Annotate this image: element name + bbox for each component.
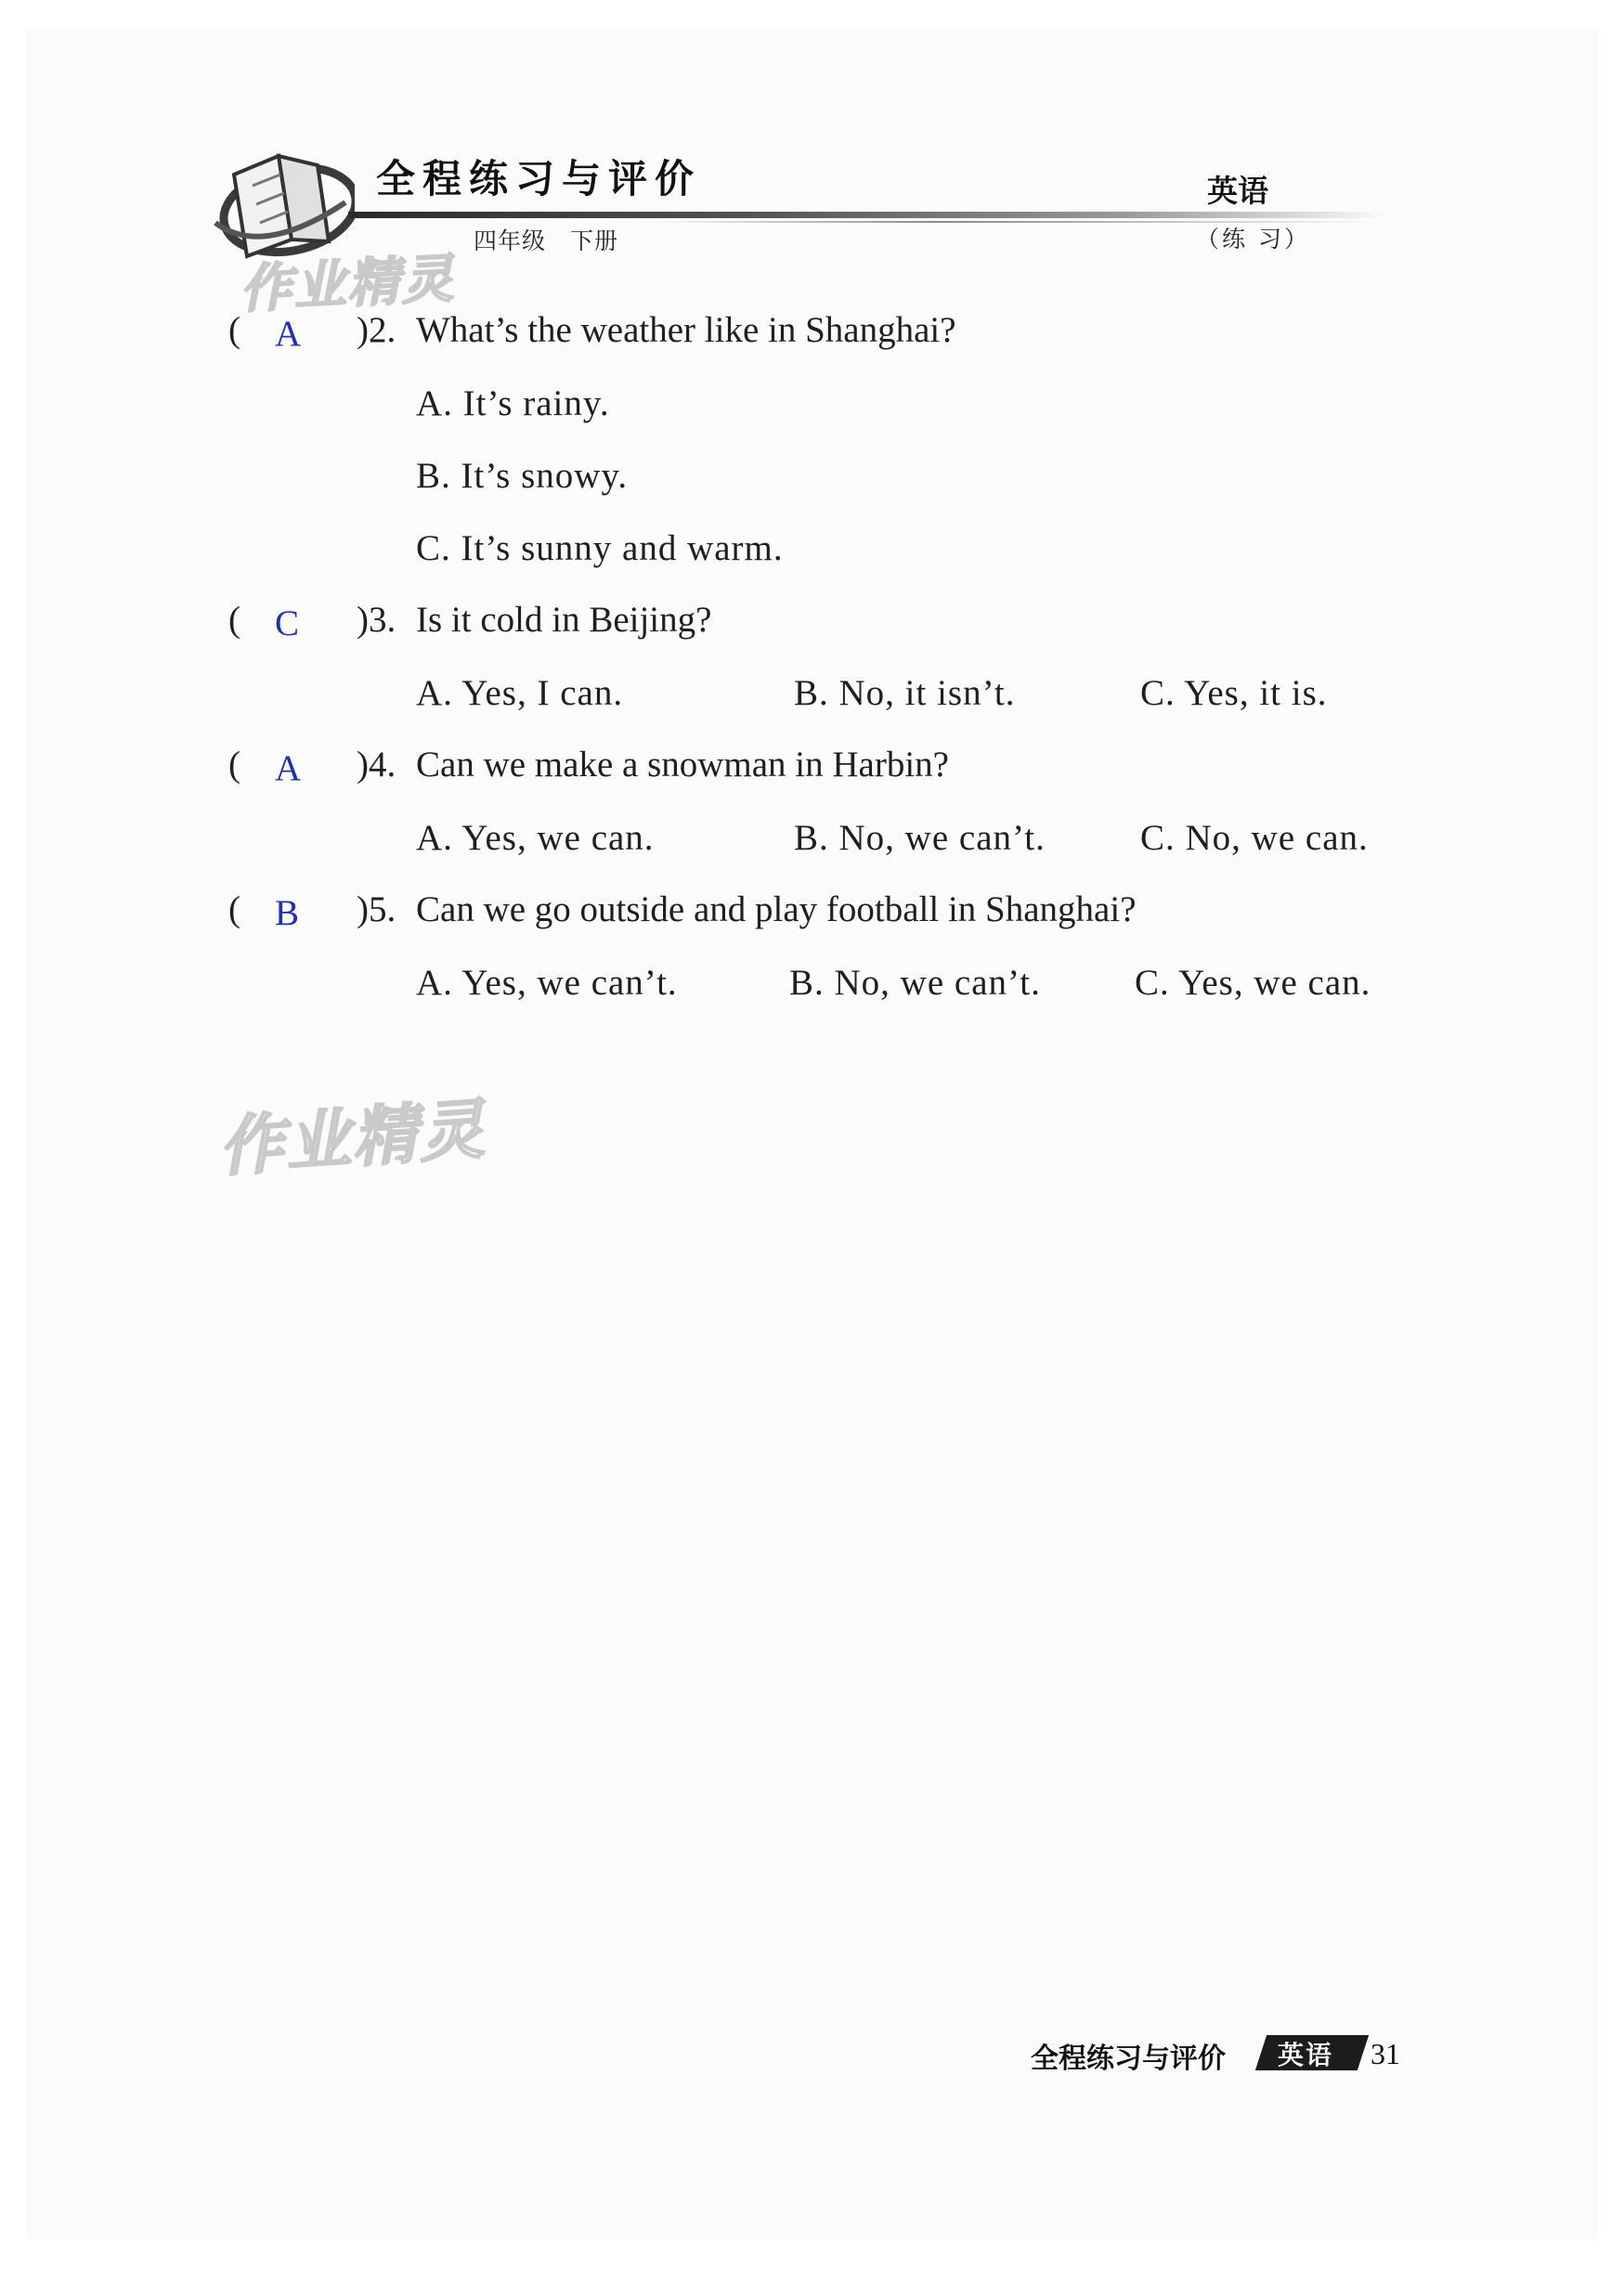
footer-subject-label: 英语 [1278, 2040, 1334, 2070]
grade-label: 四年级 下册 [474, 227, 619, 254]
page-number: 31 [1371, 2037, 1400, 2070]
header-rule [348, 212, 1388, 218]
section-type-label: （练 习） [1196, 226, 1310, 253]
subject-label: 英语 [1207, 173, 1268, 209]
question-text: Can we go outside and play football in Shanghai? [416, 889, 1137, 929]
watermark: 作业精灵 [215, 1091, 488, 1186]
question-text: Can we make a snowman in Harbin? [416, 745, 949, 785]
answer-choice[interactable]: B [275, 893, 300, 933]
answer-choice[interactable]: A [275, 748, 302, 788]
footer-book-title: 全程练习与评价 [1031, 2043, 1226, 2075]
book-title: 全程练习与评价 [376, 156, 702, 201]
option-b: B. It’s snowy. [416, 456, 629, 496]
question-number: )2. [357, 310, 396, 350]
option-b: B. No, we can’t. [789, 963, 1041, 1003]
option-c: C. It’s sunny and warm. [416, 528, 784, 568]
option-c: C. No, we can. [1140, 818, 1369, 858]
answer-paren-left: ( [228, 600, 240, 640]
answer-paren-left: ( [228, 745, 240, 785]
question-text: Is it cold in Beijing? [416, 600, 712, 640]
option-c: C. Yes, it is. [1140, 673, 1328, 713]
answer-paren-left: ( [228, 310, 240, 350]
answer-choice[interactable]: C [275, 603, 300, 643]
answer-choice[interactable]: A [275, 314, 302, 354]
option-a: A. Yes, I can. [416, 673, 624, 713]
option-a: A. Yes, we can’t. [416, 963, 678, 1003]
option-b: B. No, it isn’t. [794, 673, 1016, 713]
option-a: A. It’s rainy. [416, 383, 610, 423]
option-c: C. Yes, we can. [1135, 963, 1371, 1003]
question-number: )5. [357, 889, 396, 929]
question-number: )4. [357, 745, 396, 785]
option-b: B. No, we can’t. [794, 818, 1046, 858]
question-text: What’s the weather like in Shanghai? [416, 310, 956, 350]
question-number: )3. [357, 600, 396, 640]
answer-paren-left: ( [228, 889, 240, 929]
watermark: 作业精灵 [238, 248, 457, 321]
option-a: A. Yes, we can. [416, 818, 655, 858]
